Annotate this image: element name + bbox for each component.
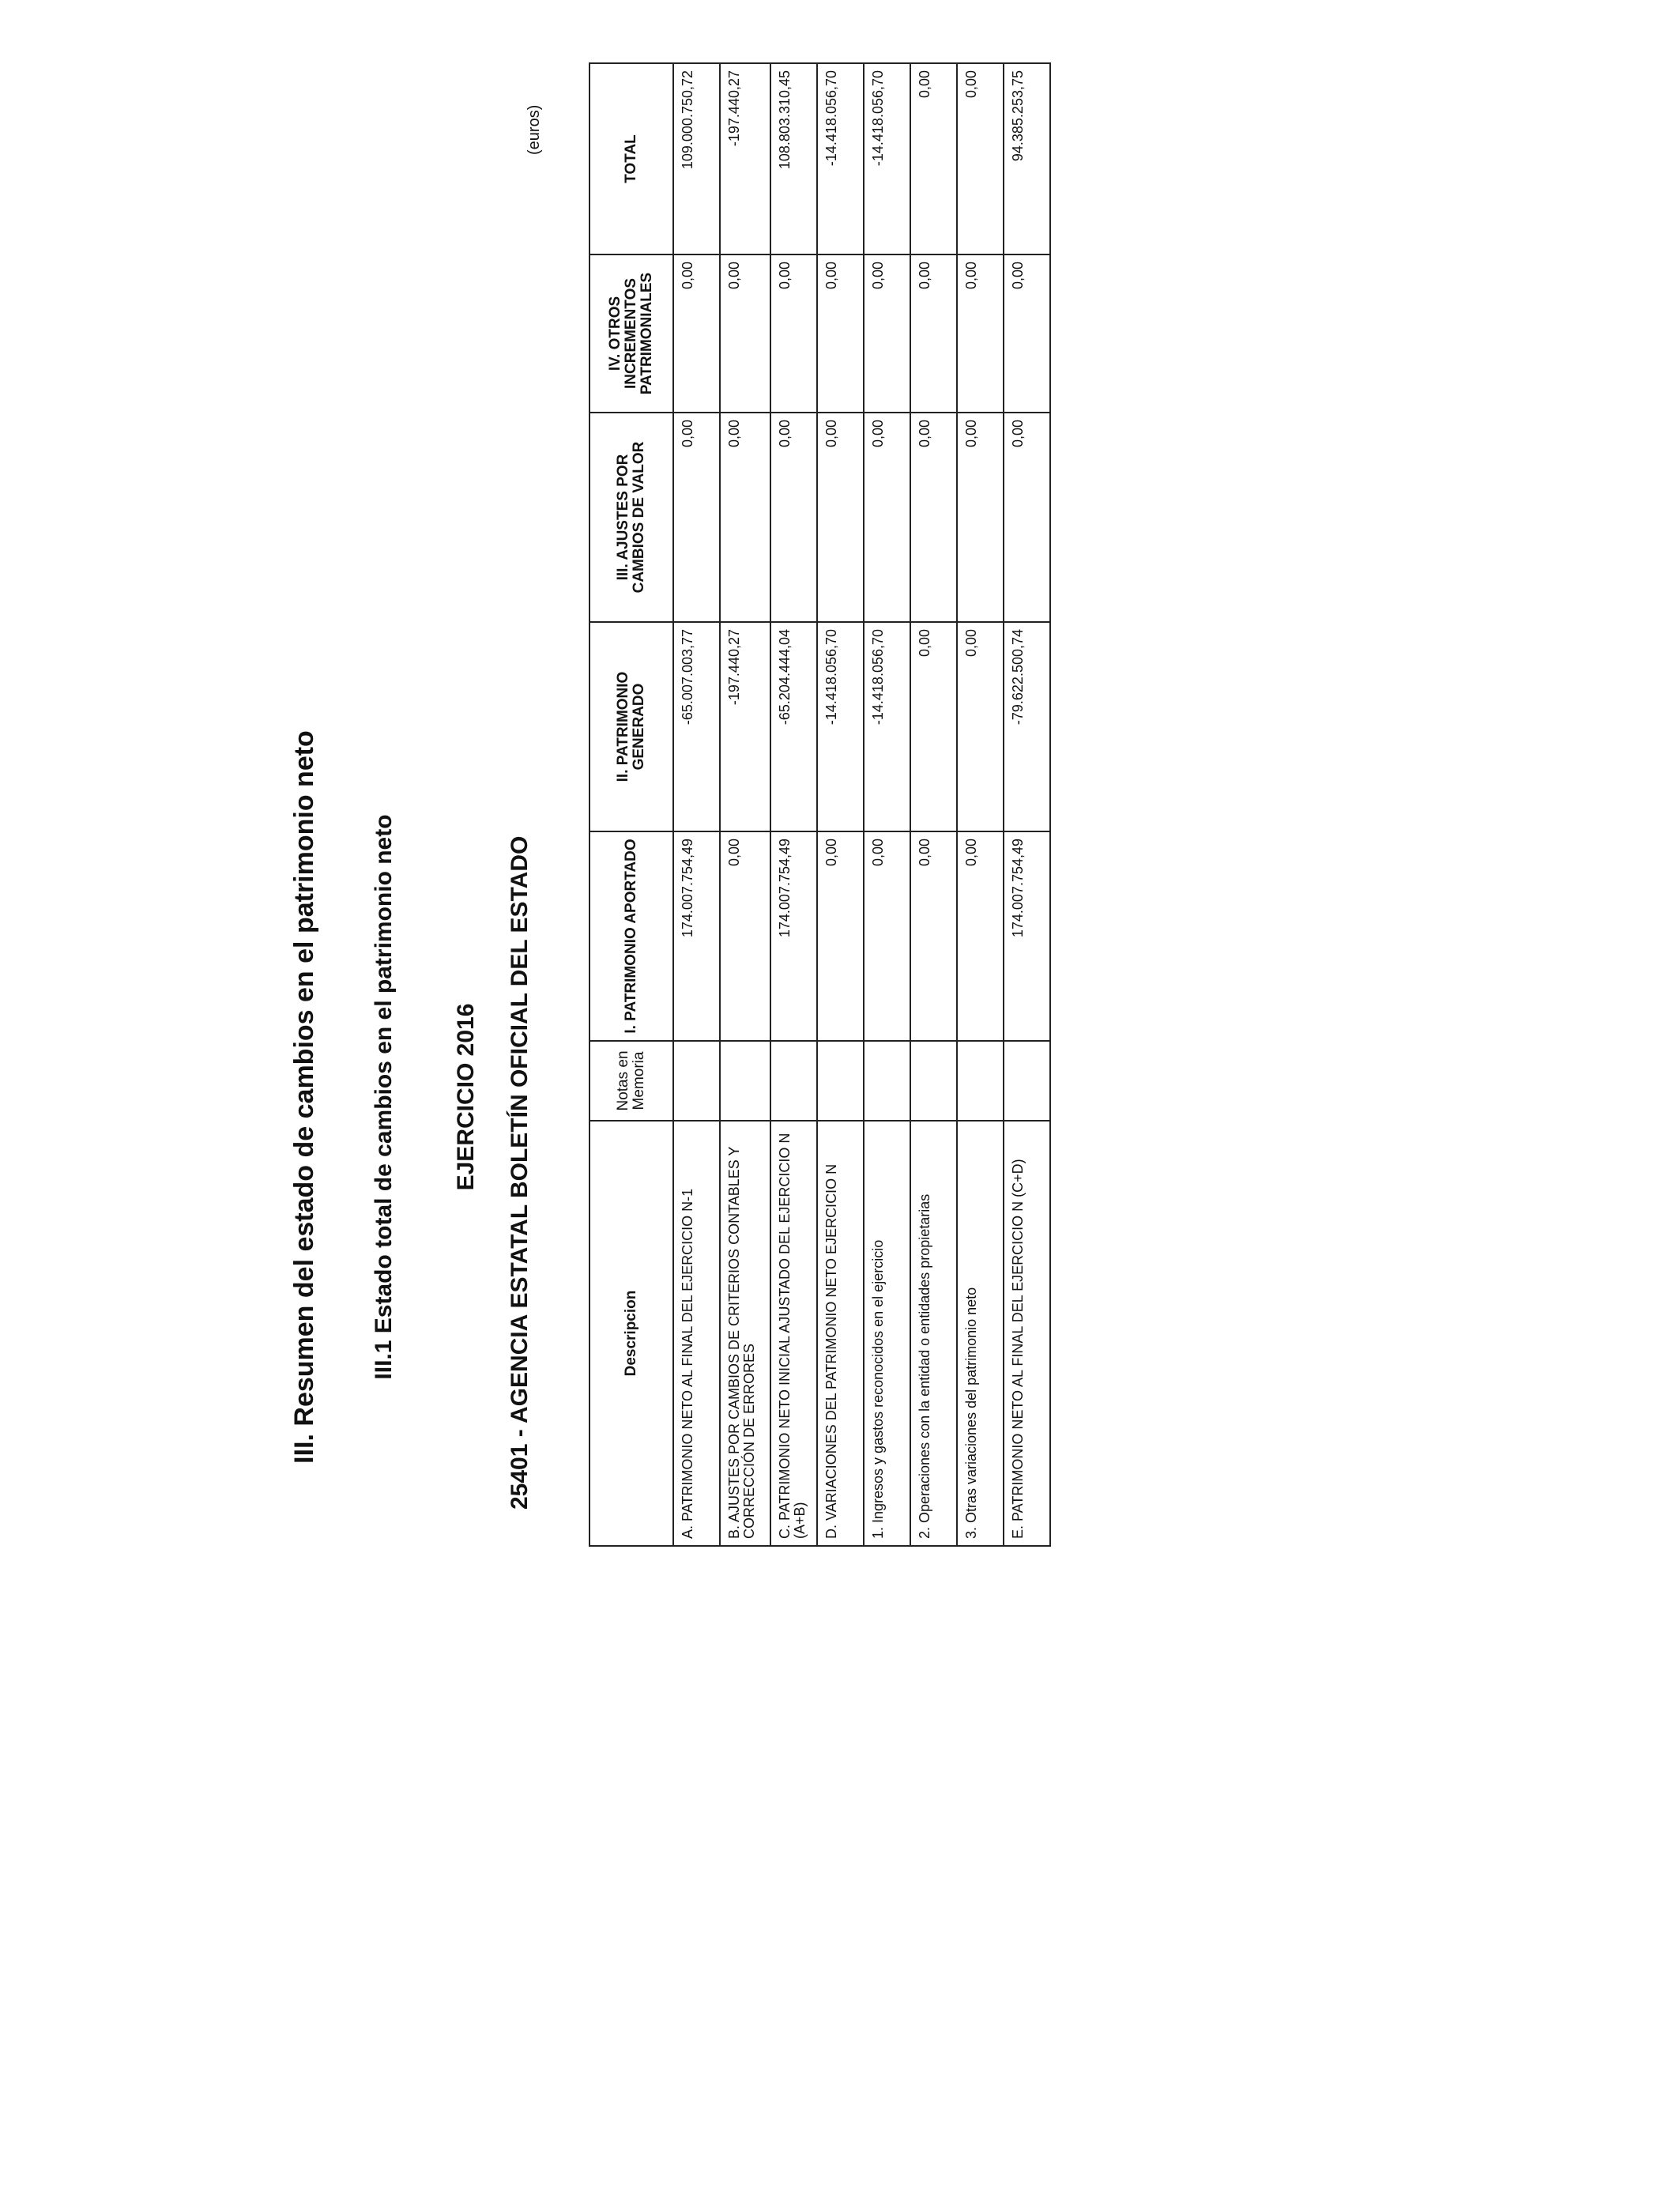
table-row xyxy=(1004,63,1050,1546)
row-total: 0,00 xyxy=(910,63,957,254)
row-ajustes-valor: 0,00 xyxy=(770,413,817,622)
col-header-notas: Notas en Memoria xyxy=(590,1041,673,1121)
row-description: 3. Otras variaciones del patrimonio neto xyxy=(957,1121,1004,1546)
row-notes xyxy=(770,1041,817,1121)
table-row xyxy=(910,63,957,1546)
row-patrimonio-generado: 0,00 xyxy=(910,622,957,831)
col-header-ajustes-valor: III. AJUSTES POR CAMBIOS DE VALOR xyxy=(590,413,673,622)
main-title: III. Resumen del estado de cambios en el patrimonio neto xyxy=(289,730,319,1464)
row-ajustes-valor: 0,00 xyxy=(864,413,910,622)
row-patrimonio-generado: -14.418.056,70 xyxy=(817,622,864,831)
row-description: C. PATRIMONIO NETO INICIAL AJUSTADO DEL EJERCICIO N (A+B) xyxy=(770,1121,817,1546)
entity-name: 25401 - AGENCIA ESTATAL BOLETÍN OFICIAL DEL ESTADO xyxy=(507,835,533,1510)
row-ajustes-valor: 0,00 xyxy=(720,413,770,622)
row-ajustes-valor: 0,00 xyxy=(817,413,864,622)
row-notes xyxy=(817,1041,864,1121)
row-description: D. VARIACIONES DEL PATRIMONIO NETO EJERCICIO N xyxy=(817,1121,864,1546)
col-header-descripcion: Descripcion xyxy=(590,1121,673,1546)
row-patrimonio-generado: -65.007.003,77 xyxy=(673,622,720,831)
row-notes xyxy=(720,1041,770,1121)
table-row xyxy=(770,63,817,1546)
row-otros-incrementos: 0,00 xyxy=(910,254,957,413)
row-otros-incrementos: 0,00 xyxy=(770,254,817,413)
row-notes xyxy=(910,1041,957,1121)
row-notes xyxy=(957,1041,1004,1121)
row-description: B. AJUSTES POR CAMBIOS DE CRITERIOS CONTABLES Y CORRECCIÓN DE ERRORES xyxy=(720,1121,770,1546)
row-notes xyxy=(864,1041,910,1121)
row-patrimonio-generado: -65.204.444,04 xyxy=(770,622,817,831)
row-patrimonio-aportado: 174.007.754,49 xyxy=(1004,831,1050,1041)
row-patrimonio-generado: -79.622.500,74 xyxy=(1004,622,1050,831)
row-description: 2. Operaciones con la entidad o entidades propietarias xyxy=(910,1121,957,1546)
row-patrimonio-aportado: 0,00 xyxy=(957,831,1004,1041)
row-patrimonio-aportado: 0,00 xyxy=(910,831,957,1041)
row-otros-incrementos: 0,00 xyxy=(673,254,720,413)
row-ajustes-valor: 0,00 xyxy=(910,413,957,622)
table-row xyxy=(957,63,1004,1546)
row-patrimonio-aportado: 0,00 xyxy=(864,831,910,1041)
row-total: 108.803.310,45 xyxy=(770,63,817,254)
col-header-total: TOTAL xyxy=(590,63,673,254)
currency-units: (euros) xyxy=(525,104,543,155)
row-otros-incrementos: 0,00 xyxy=(1004,254,1050,413)
col-header-otros-incrementos: IV. OTROS INCREMENTOS PATRIMONIALES xyxy=(590,254,673,413)
row-patrimonio-generado: -197.440,27 xyxy=(720,622,770,831)
col-header-patrimonio-aportado: I. PATRIMONIO APORTADO xyxy=(590,831,673,1041)
row-total: 0,00 xyxy=(957,63,1004,254)
table-row xyxy=(720,63,770,1546)
table-header-row xyxy=(590,63,673,1546)
row-patrimonio-aportado: 174.007.754,49 xyxy=(673,831,720,1041)
row-total: -14.418.056,70 xyxy=(817,63,864,254)
table-row xyxy=(864,63,910,1546)
row-otros-incrementos: 0,00 xyxy=(864,254,910,413)
row-total: -14.418.056,70 xyxy=(864,63,910,254)
table-row xyxy=(673,63,720,1546)
row-patrimonio-generado: 0,00 xyxy=(957,622,1004,831)
row-ajustes-valor: 0,00 xyxy=(673,413,720,622)
row-total: -197.440,27 xyxy=(720,63,770,254)
section-subtitle: III.1 Estado total de cambios en el patrimonio neto xyxy=(371,814,397,1380)
row-description: 1. Ingresos y gastos reconocidos en el ejercicio xyxy=(864,1121,910,1546)
row-total: 94.385.253,75 xyxy=(1004,63,1050,254)
row-patrimonio-aportado: 0,00 xyxy=(720,831,770,1041)
equity-changes-table xyxy=(589,62,1051,1547)
row-patrimonio-aportado: 0,00 xyxy=(817,831,864,1041)
row-otros-incrementos: 0,00 xyxy=(720,254,770,413)
col-header-patrimonio-generado: II. PATRIMONIO GENERADO xyxy=(590,622,673,831)
exercise-year: EJERCICIO 2016 xyxy=(453,1003,479,1191)
table-row xyxy=(817,63,864,1546)
row-ajustes-valor: 0,00 xyxy=(957,413,1004,622)
row-description: E. PATRIMONIO NETO AL FINAL DEL EJERCICIO N (C+D) xyxy=(1004,1121,1050,1546)
row-notes xyxy=(673,1041,720,1121)
row-otros-incrementos: 0,00 xyxy=(817,254,864,413)
row-notes xyxy=(1004,1041,1050,1121)
row-patrimonio-aportado: 174.007.754,49 xyxy=(770,831,817,1041)
row-ajustes-valor: 0,00 xyxy=(1004,413,1050,622)
row-otros-incrementos: 0,00 xyxy=(957,254,1004,413)
row-total: 109.000.750,72 xyxy=(673,63,720,254)
row-description: A. PATRIMONIO NETO AL FINAL DEL EJERCICIO N-1 xyxy=(673,1121,720,1546)
row-patrimonio-generado: -14.418.056,70 xyxy=(864,622,910,831)
